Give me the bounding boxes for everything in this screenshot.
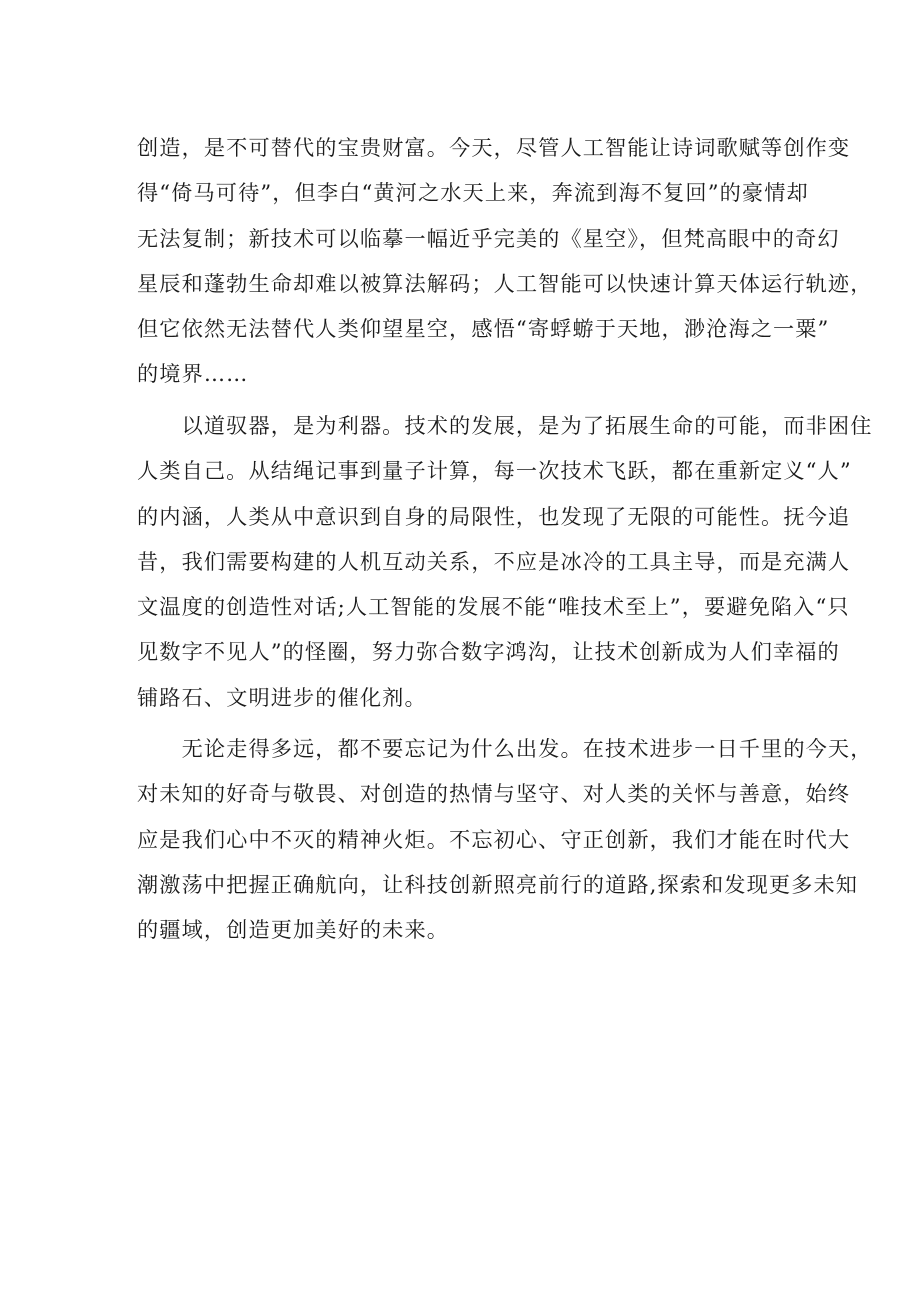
paragraph-line: 以道驭器，是为利器。技术的发展，是为了拓展生命的可能，而非困住 [137, 413, 873, 438]
paragraph-line: 星辰和蓬勃生命却难以被算法解码；人工智能可以快速计算天体运行轨迹， [137, 270, 873, 296]
paragraph-line: 得“倚马可待”，但李白“黄河之水天上来，奔流到海不复回”的豪情却 [137, 180, 809, 206]
paragraph-line: 对未知的好奇与敬畏、对创造的热情与坚守、对人类的关怀与善意，始终 [137, 781, 851, 807]
paragraph-1 [137, 125, 873, 397]
paragraph-line: 潮激荡中把握正确航向，让科技创新照亮前行的道路,探索和发现更多未知 [137, 871, 859, 897]
paragraph-2 [137, 403, 873, 720]
paragraph-line: 铺路石、文明进步的催化剂。 [137, 684, 427, 710]
paragraph-line: 无法复制；新技术可以临摹一幅近乎完美的《星空》，但梵高眼中的奇幻 [137, 225, 840, 251]
paragraph-line: 见数字不见人”的怪圈，努力弥合数字鸿沟，让技术创新成为人们幸福的 [137, 639, 840, 665]
paragraph-3 [137, 726, 873, 952]
paragraph-line: 无论走得多远，都不要忘记为什么出发。在技术进步一日千里的今天， [137, 736, 873, 761]
paragraph-line: 文温度的创造性对话;人工智能的发展不能“唯技术至上”，要避免陷入“只 [137, 594, 850, 620]
paragraph-line: 应是我们心中不灭的精神火炬。不忘初心、守正创新，我们才能在时代大 [137, 826, 851, 852]
paragraph-line: 昔，我们需要构建的人机互动关系，不应是冰冷的工具主导，而是充满人 [137, 548, 851, 574]
paragraph-line: 但它依然无法替代人类仰望星空，感悟“寄蜉蝣于天地，渺沧海之一粟” [137, 316, 830, 342]
paragraph-line: 人类自己。从结绳记事到量子计算，每一次技术飞跃，都在重新定义“人” [137, 458, 852, 484]
paragraph-line: 的内涵，人类从中意识到自身的局限性，也发现了无限的可能性。抚今追 [137, 503, 851, 529]
paragraph-line: 的境界…… [137, 361, 249, 387]
paragraph-line: 创造，是不可替代的宝贵财富。今天，尽管人工智能让诗词歌赋等创作变 [137, 135, 851, 160]
paragraph-line: 的疆域，创造更加美好的未来。 [137, 917, 450, 943]
